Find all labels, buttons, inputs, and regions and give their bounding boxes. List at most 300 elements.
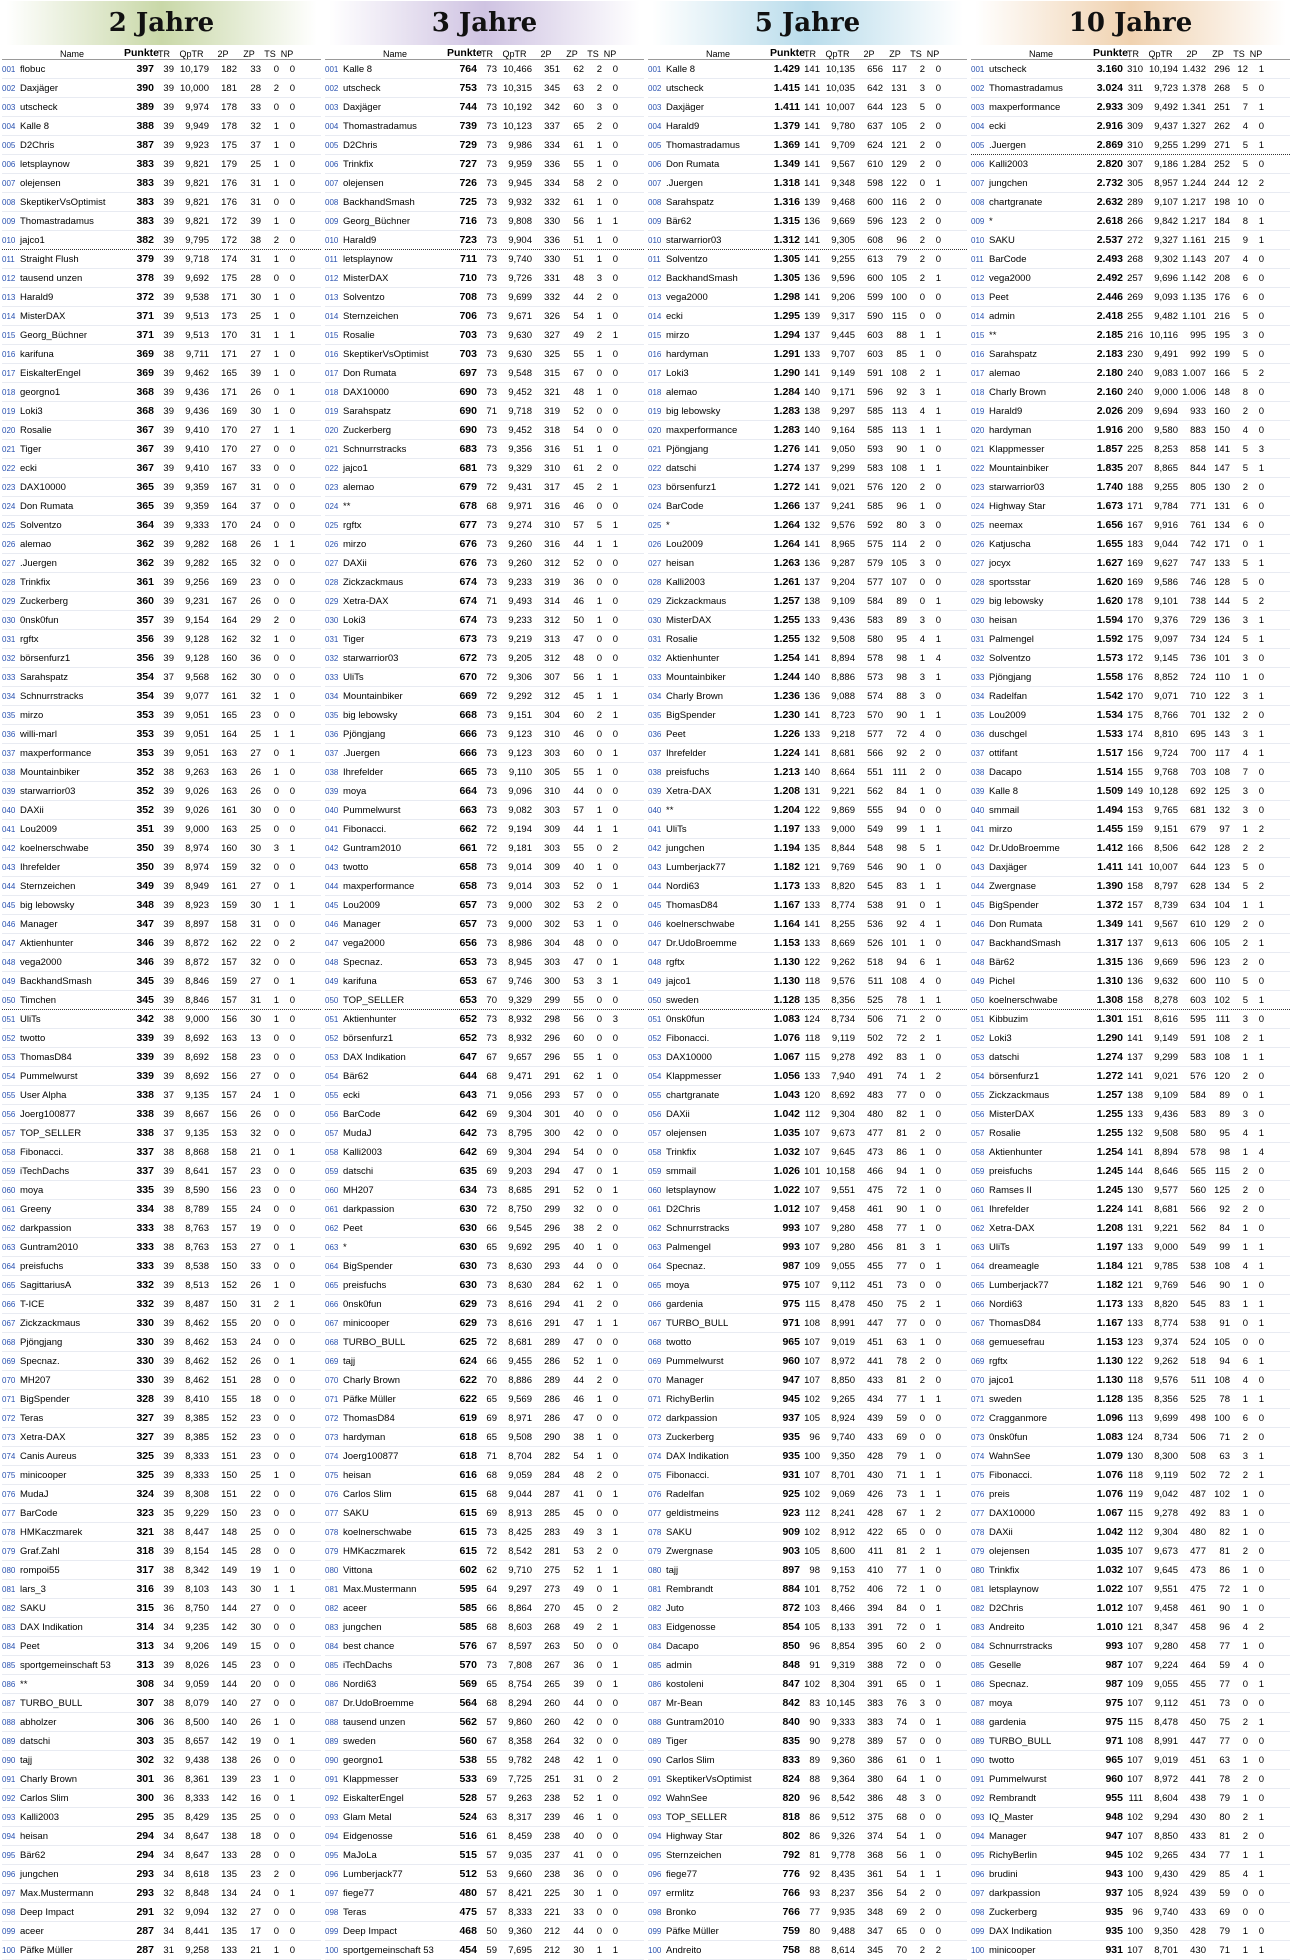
2p-cell: 167: [221, 595, 237, 607]
qptr-cell: 9,097: [1154, 633, 1178, 645]
table-row: [325, 1542, 644, 1561]
rank-cell: 022: [2, 463, 16, 473]
2p-cell: 273: [544, 1583, 560, 1595]
tr-cell: 141: [1127, 1203, 1143, 1215]
points-cell: 678: [459, 500, 477, 512]
tr-cell: 73: [486, 310, 497, 322]
ts-cell: 4: [1242, 1374, 1248, 1386]
qptr-cell: 9,374: [1154, 1336, 1178, 1348]
player-name-cell: Lou2009: [343, 899, 380, 911]
player-name-cell: Päfke Müller: [20, 1944, 73, 1956]
qptr-cell: 9,842: [1154, 215, 1178, 227]
qptr-cell: 9,430: [1154, 1868, 1178, 1880]
points-cell: 965: [1105, 1754, 1123, 1766]
points-cell: 1.204: [773, 804, 800, 816]
rank-cell: 093: [648, 1812, 662, 1822]
qptr-cell: 9,055: [1154, 1678, 1178, 1690]
points-cell: 776: [782, 1868, 800, 1880]
ts-cell: 2: [919, 196, 925, 208]
rank-cell: 017: [325, 368, 339, 378]
np-cell: 0: [612, 1925, 618, 1937]
rank-cell: 058: [325, 1147, 339, 1157]
points-cell: 1.208: [773, 785, 800, 797]
zp-cell: 32: [250, 956, 261, 968]
points-cell: 1.455: [1096, 823, 1123, 835]
qptr-cell: 9,935: [831, 1906, 855, 1918]
points-cell: 1.197: [1096, 1241, 1123, 1253]
points-cell: 630: [459, 1241, 477, 1253]
points-cell: 357: [136, 614, 154, 626]
2p-cell: 312: [544, 690, 560, 702]
2p-cell: 565: [1190, 1165, 1206, 1177]
player-name-cell: Pummelwurst: [989, 1773, 1047, 1785]
np-cell: 0: [935, 1355, 941, 1367]
tr-cell: 35: [163, 1507, 174, 1519]
tr-cell: 39: [163, 1298, 174, 1310]
points-cell: 361: [136, 576, 154, 588]
player-name-cell: **: [989, 329, 997, 341]
2p-cell: 473: [867, 1146, 883, 1158]
zp-cell: 63: [1219, 1450, 1230, 1462]
np-cell: 0: [935, 1127, 941, 1139]
rank-cell: 017: [971, 368, 985, 378]
tr-cell: 107: [804, 1374, 820, 1386]
qptr-cell: 9,568: [185, 671, 209, 683]
ts-cell: 1: [1242, 1602, 1248, 1614]
table-row: [325, 1181, 644, 1200]
rank-cell: 062: [325, 1223, 339, 1233]
rank-cell: 037: [648, 748, 662, 758]
points-cell: 313: [136, 1659, 154, 1671]
np-cell: 0: [1258, 1507, 1264, 1519]
table-row: [971, 1238, 1290, 1257]
zp-cell: 47: [573, 1336, 584, 1348]
rank-cell: 041: [2, 824, 16, 834]
player-name-cell: MisterDAX: [20, 310, 66, 322]
qptr-cell: 9,327: [1154, 234, 1178, 246]
rank-cell: 039: [971, 786, 985, 796]
player-name-cell: MudaJ: [343, 1127, 372, 1139]
qptr-cell: 8,734: [831, 1013, 855, 1025]
points-cell: 727: [459, 158, 477, 170]
table-row: [648, 1124, 967, 1143]
tr-cell: 73: [486, 804, 497, 816]
2p-cell: 175: [221, 139, 237, 151]
np-cell: 0: [935, 614, 941, 626]
ts-cell: 1: [919, 1184, 925, 1196]
np-cell: 0: [289, 196, 295, 208]
zp-cell: 244: [1214, 177, 1230, 189]
player-name-cell: IQ_Master: [989, 1811, 1034, 1823]
ts-cell: 1: [273, 177, 279, 189]
qptr-cell: 8,459: [508, 1830, 532, 1842]
player-name-cell: Pjöngjang: [666, 443, 709, 455]
qptr-cell: 9,299: [1154, 1051, 1178, 1063]
points-cell: 1.254: [1096, 1146, 1123, 1158]
points-cell: 1.164: [773, 918, 800, 930]
points-cell: 690: [459, 424, 477, 436]
rank-cell: 073: [325, 1432, 339, 1442]
np-cell: 0: [1258, 785, 1264, 797]
2p-cell: 549: [1190, 1241, 1206, 1253]
table-row: [648, 1219, 967, 1238]
np-cell: 1: [612, 1184, 618, 1196]
rank-cell: 055: [325, 1090, 339, 1100]
zp-cell: 44: [573, 823, 584, 835]
points-cell: 674: [459, 595, 477, 607]
points-cell: 766: [782, 1887, 800, 1899]
player-name-cell: moya: [343, 785, 367, 797]
ts-cell: 2: [1242, 1545, 1248, 1557]
points-cell: 1.226: [773, 728, 800, 740]
table-row: [2, 744, 321, 763]
table-row: [971, 763, 1290, 782]
zp-cell: 268: [1214, 82, 1230, 94]
tr-cell: 39: [163, 1336, 174, 1348]
tr-cell: 34: [163, 1640, 174, 1652]
player-name-cell: BigSpender: [343, 1260, 393, 1272]
zp-cell: 54: [573, 1450, 584, 1462]
np-cell: 0: [289, 82, 295, 94]
2p-cell: 428: [867, 1507, 883, 1519]
points-cell: 672: [459, 652, 477, 664]
table-row: [971, 516, 1290, 535]
qptr-cell: 9,632: [1154, 975, 1178, 987]
points-cell: 293: [136, 1868, 154, 1880]
table-row: [325, 1371, 644, 1390]
player-name-cell: Max.Mustermann: [20, 1887, 94, 1899]
points-cell: 1.153: [1096, 1336, 1123, 1348]
rank-cell: 028: [2, 577, 16, 587]
np-cell: 0: [935, 690, 941, 702]
player-name-cell: Manager: [989, 1830, 1027, 1842]
np-cell: 0: [612, 443, 618, 455]
2p-cell: 389: [867, 1735, 883, 1747]
2p-cell: 458: [1190, 1640, 1206, 1652]
zp-cell: 36: [573, 1659, 584, 1671]
ts-cell: 1: [596, 1241, 602, 1253]
np-cell: 0: [289, 443, 295, 455]
player-name-cell: Kalle 8: [20, 120, 50, 132]
player-name-cell: jungchen: [666, 842, 705, 854]
2p-cell: 548: [867, 842, 883, 854]
zp-cell: 102: [1214, 1488, 1230, 1500]
table-row: [2, 839, 321, 858]
ts-cell: 3: [273, 842, 279, 854]
2p-cell: 583: [1190, 1108, 1206, 1120]
tr-cell: 133: [804, 1070, 820, 1082]
player-name-cell: UliTs: [20, 1013, 41, 1025]
rank-cell: 008: [648, 197, 662, 207]
table-row: [325, 1124, 644, 1143]
2p-cell: 545: [867, 880, 883, 892]
points-cell: 657: [459, 918, 477, 930]
qptr-cell: 9,304: [831, 1108, 855, 1120]
ts-cell: 0: [919, 576, 925, 588]
zp-cell: 48: [573, 272, 584, 284]
qptr-cell: 9,710: [508, 1564, 532, 1576]
tr-cell: 166: [1127, 842, 1143, 854]
zp-cell: 72: [896, 1184, 907, 1196]
zp-cell: 23: [250, 1184, 261, 1196]
np-cell: 0: [1258, 82, 1264, 94]
table-row: [325, 117, 644, 136]
table-row: [2, 1428, 321, 1447]
2p-cell: 152: [221, 1431, 237, 1443]
np-cell: 0: [612, 861, 618, 873]
zp-cell: 134: [1214, 519, 1230, 531]
2p-cell: 316: [544, 443, 560, 455]
rank-cell: 094: [2, 1831, 16, 1841]
points-cell: 515: [459, 1849, 477, 1861]
rank-cell: 059: [648, 1166, 662, 1176]
2p-cell: 140: [221, 1697, 237, 1709]
np-cell: 0: [1258, 1108, 1264, 1120]
points-cell: 354: [136, 671, 154, 683]
rank-cell: 089: [325, 1736, 339, 1746]
2p-cell: 152: [221, 1279, 237, 1291]
2p-cell: 575: [867, 538, 883, 550]
2p-cell: 133: [221, 1944, 237, 1956]
header-ts: TS: [587, 49, 599, 59]
table-row: [2, 1637, 321, 1656]
points-cell: 758: [782, 1944, 800, 1956]
player-name-cell: hardyman: [989, 424, 1032, 436]
ts-cell: 2: [596, 1621, 602, 1633]
player-name-cell: geldistmeins: [666, 1507, 719, 1519]
qptr-cell: 8,795: [508, 1127, 532, 1139]
tr-cell: 289: [1127, 196, 1143, 208]
ts-cell: 0: [596, 1773, 602, 1785]
table-row: [325, 1637, 644, 1656]
rank-cell: 052: [325, 1033, 339, 1043]
np-cell: 0: [935, 139, 941, 151]
tr-cell: 96: [809, 1640, 820, 1652]
qptr-cell: 10,192: [502, 101, 532, 113]
points-cell: 1.372: [1096, 899, 1123, 911]
np-cell: 0: [289, 1621, 295, 1633]
qptr-cell: 9,576: [1154, 1374, 1178, 1386]
tr-cell: 69: [486, 1773, 497, 1785]
ts-cell: 2: [919, 481, 925, 493]
zp-cell: 94: [1219, 1355, 1230, 1367]
table-row: [648, 345, 967, 364]
ts-cell: 1: [596, 1944, 602, 1956]
tr-cell: 133: [1127, 1317, 1143, 1329]
tr-cell: 113: [1127, 1412, 1143, 1424]
ts-cell: 1: [919, 348, 925, 360]
qptr-cell: 8,752: [831, 1583, 855, 1595]
np-cell: 1: [612, 747, 618, 759]
zp-cell: 27: [250, 1697, 261, 1709]
player-name-cell: TOP_SELLER: [343, 994, 405, 1006]
rank-cell: 074: [971, 1451, 985, 1461]
qptr-cell: 8,704: [508, 1450, 532, 1462]
np-cell: 0: [612, 1260, 618, 1272]
2p-cell: 163: [221, 766, 237, 778]
rank-cell: 060: [2, 1185, 16, 1195]
table-row: [648, 915, 967, 934]
np-cell: 0: [935, 1336, 941, 1348]
tr-cell: 39: [163, 1659, 174, 1671]
points-cell: 330: [136, 1336, 154, 1348]
zp-cell: 81: [1219, 1545, 1230, 1557]
zp-cell: 30: [250, 804, 261, 816]
player-name-cell: Dr.UdoBroemme: [343, 1697, 414, 1709]
qptr-cell: 9,916: [1154, 519, 1178, 531]
points-cell: 1.130: [1096, 1374, 1123, 1386]
player-name-cell: jajco1: [20, 234, 45, 246]
np-cell: 0: [1258, 1735, 1264, 1747]
player-name-cell: Zuckerberg: [989, 1906, 1038, 1918]
2p-cell: 1.143: [1182, 253, 1206, 265]
zp-cell: 31: [250, 329, 261, 341]
2p-cell: 610: [1190, 918, 1206, 930]
points-cell: 833: [782, 1754, 800, 1766]
np-cell: 0: [289, 1013, 295, 1025]
qptr-cell: 8,850: [1154, 1830, 1178, 1842]
tr-cell: 272: [1127, 234, 1143, 246]
zp-cell: 132: [1214, 709, 1230, 721]
points-cell: 975: [1105, 1697, 1123, 1709]
zp-cell: 92: [1219, 1203, 1230, 1215]
zp-cell: 134: [1214, 880, 1230, 892]
ts-cell: 0: [596, 785, 602, 797]
table-row: [971, 1466, 1290, 1485]
np-cell: 0: [1258, 975, 1264, 987]
points-cell: 301: [136, 1773, 154, 1785]
rank-cell: 088: [2, 1717, 16, 1727]
zp-cell: 85: [896, 348, 907, 360]
table-row: [2, 98, 321, 117]
table-row: [971, 554, 1290, 573]
points-cell: 1.264: [773, 519, 800, 531]
qptr-cell: 8,923: [185, 899, 209, 911]
2p-cell: 703: [1190, 766, 1206, 778]
table-row: [2, 1200, 321, 1219]
tr-cell: 122: [1127, 1355, 1143, 1367]
2p-cell: 167: [221, 481, 237, 493]
player-name-cell: olejensen: [666, 1127, 707, 1139]
points-cell: 1.305: [773, 272, 800, 284]
ts-cell: 3: [1242, 804, 1248, 816]
player-name-cell: Fibonacci.: [666, 1032, 710, 1044]
zp-cell: 55: [573, 1051, 584, 1063]
table-row: [648, 1808, 967, 1827]
np-cell: 0: [612, 253, 618, 265]
points-cell: 616: [459, 1469, 477, 1481]
table-row: [648, 1143, 967, 1162]
table-row: [971, 1067, 1290, 1086]
2p-cell: 135: [221, 1868, 237, 1880]
2p-cell: 155: [221, 1203, 237, 1215]
zp-cell: 95: [896, 633, 907, 645]
np-cell: 1: [935, 272, 941, 284]
2p-cell: 142: [221, 1792, 237, 1804]
points-cell: 1.916: [1096, 424, 1123, 436]
player-name-cell: Tiger: [20, 443, 42, 455]
tr-cell: 35: [163, 1735, 174, 1747]
points-cell: 1.390: [1096, 880, 1123, 892]
table-row: [648, 839, 967, 858]
2p-cell: 477: [1190, 1545, 1206, 1557]
ts-cell: 0: [596, 1203, 602, 1215]
rank-cell: 092: [648, 1793, 662, 1803]
qptr-cell: 9,282: [185, 538, 209, 550]
2p-cell: 538: [867, 899, 883, 911]
tr-cell: 73: [486, 766, 497, 778]
qptr-cell: 9,026: [185, 804, 209, 816]
points-cell: 300: [136, 1792, 154, 1804]
2p-cell: 132: [221, 1906, 237, 1918]
zp-cell: 96: [896, 234, 907, 246]
table-row: [648, 801, 967, 820]
zp-cell: 31: [250, 481, 261, 493]
player-name-cell: Bär62: [989, 956, 1015, 968]
player-name-cell: ThomasD84: [989, 1317, 1041, 1329]
table-row: [648, 1751, 967, 1770]
tr-cell: 170: [1127, 614, 1143, 626]
zp-cell: 78: [1219, 1393, 1230, 1405]
table-row: [2, 763, 321, 782]
player-name-cell: heisan: [989, 614, 1017, 626]
2p-cell: 285: [544, 1507, 560, 1519]
points-cell: 1.173: [1096, 1298, 1123, 1310]
rank-cell: 069: [2, 1356, 16, 1366]
tr-cell: 71: [486, 595, 497, 607]
2p-cell: 332: [544, 196, 560, 208]
tr-cell: 141: [1127, 1032, 1143, 1044]
tr-cell: 39: [163, 709, 174, 721]
qptr-cell: 8,618: [185, 1868, 209, 1880]
np-cell: 2: [1258, 595, 1264, 607]
qptr-cell: 9,580: [1154, 424, 1178, 436]
ts-cell: 1: [596, 804, 602, 816]
points-cell: 516: [459, 1830, 477, 1842]
table-row: [2, 402, 321, 421]
np-cell: 0: [1258, 956, 1264, 968]
np-cell: 1: [935, 899, 941, 911]
column-header-row: [2, 45, 321, 60]
tr-cell: 39: [163, 956, 174, 968]
table-row: [648, 288, 967, 307]
np-cell: 1: [289, 1241, 295, 1253]
rank-cell: 070: [2, 1375, 16, 1385]
table-row: [648, 1542, 967, 1561]
rank-cell: 077: [648, 1508, 662, 1518]
rank-cell: 039: [648, 786, 662, 796]
table-row: [648, 1371, 967, 1390]
header-player-name: Name: [382, 49, 407, 59]
np-cell: 0: [612, 899, 618, 911]
points-cell: 339: [136, 1070, 154, 1082]
qptr-cell: 8,026: [185, 1659, 209, 1671]
tr-cell: 39: [163, 804, 174, 816]
qptr-cell: 9,280: [1154, 1640, 1178, 1652]
2p-cell: 330: [544, 215, 560, 227]
qptr-cell: 9,055: [831, 1260, 855, 1272]
2p-cell: 451: [867, 1279, 883, 1291]
np-cell: 0: [612, 1431, 618, 1443]
rank-cell: 028: [648, 577, 662, 587]
2p-cell: 734: [1190, 633, 1206, 645]
2p-cell: 729: [1190, 614, 1206, 626]
table-row: [971, 459, 1290, 478]
ts-cell: 2: [919, 1640, 925, 1652]
qptr-cell: 8,616: [1154, 1013, 1178, 1025]
player-name-cell: tajj: [20, 1754, 33, 1766]
zp-cell: 90: [896, 443, 907, 455]
